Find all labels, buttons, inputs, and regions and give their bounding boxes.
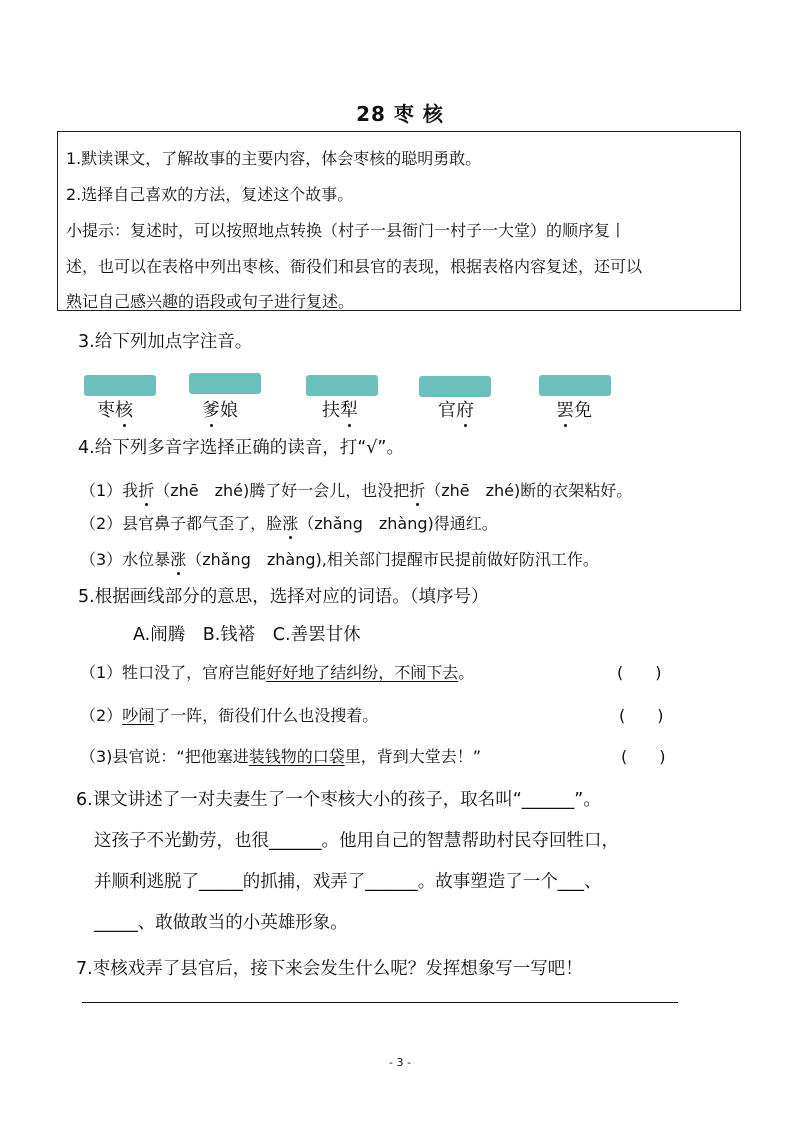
learning-objectives-box	[57, 131, 741, 311]
question-5-item-1: （1）牲口没了，官府岂能好好地了结纠纷，不闹下去。	[80, 663, 475, 682]
word-fuli: 扶犁	[322, 396, 358, 422]
hint-line-2: 述，也可以在表格中列出枣核、衙役们和县官的表现，根据表格内容复述，还可以	[66, 257, 643, 276]
question-4-item-3: （3）水位暴涨（zhǎng zhàng),相关部门提醒市民提前做好防汛工作。	[80, 547, 599, 570]
objective-1: 1.默读课文，了解故事的主要内容，体会枣核的聪明勇敢。	[66, 149, 482, 168]
page-title: 28 枣 核	[356, 102, 444, 126]
question-4-item-2: （2）县官鼻子都气歪了，脸涨（zhǎng zhàng)得通红。	[80, 511, 498, 534]
question-6-line-3: 并顺利逃脱了_____的抓捕，戏弄了______。故事塑造了一个___、	[94, 872, 602, 892]
question-4-item-1: （1）我折（zhē zhé)腾了好一会儿，也没把折（zhē zhé)断的衣架粘好。	[80, 478, 632, 501]
question-4-title: 4.给下列多音字选择正确的读音，打“√”。	[78, 438, 404, 458]
question-6-line-2: 这孩子不光勤劳，也很______。他用自己的智慧帮助村民夺回牲口，	[94, 831, 619, 851]
hint-line-3: 熟记自己感兴趣的语段或句子进行复述。	[66, 292, 355, 311]
pinyin-answer-box-4[interactable]	[419, 376, 491, 397]
answer-paren-3[interactable]: ( )	[621, 747, 666, 766]
pinyin-answer-box-5[interactable]	[539, 375, 611, 396]
objective-2: 2.选择自己喜欢的方法，复述这个故事。	[66, 185, 354, 204]
question-5-item-3: （3)县官说：“把他塞进装钱物的口袋里，背到大堂去！”	[80, 747, 482, 766]
question-7-title: 7.枣核戏弄了县官后，接下来会发生什么呢？发挥想象写一写吧！	[76, 959, 583, 979]
question-5-options: A.闹腾 B.钱褡 C.善罢甘休	[133, 625, 361, 645]
writing-answer-line[interactable]	[82, 1002, 678, 1003]
question-3-title: 3.给下列加点字注音。	[78, 332, 253, 352]
question-5-item-2: （2）吵闹了一阵，衙役们什么也没搜着。	[80, 706, 379, 725]
pinyin-answer-box-2[interactable]	[189, 373, 261, 394]
word-dieniang: 爹娘	[202, 396, 238, 422]
word-guanfu: 官府	[438, 396, 474, 422]
question-5-title: 5.根据画线部分的意思，选择对应的词语。（填序号）	[78, 587, 489, 607]
pinyin-answer-box-3[interactable]	[306, 375, 378, 396]
pinyin-answer-box-1[interactable]	[84, 375, 156, 396]
page-number: - 3 -	[389, 1056, 411, 1069]
answer-paren-2[interactable]: ( )	[619, 706, 664, 725]
word-bamian: 罢免	[556, 396, 592, 422]
question-6-line-1: 6.课文讲述了一对夫妻生了一个枣核大小的孩子，取名叫“______”。	[76, 790, 601, 810]
word-zaohe: 枣核	[97, 396, 133, 422]
hint-line-1: 小提示：复述时，可以按照地点转换（村子一县衙门一村子一大堂）的顺序复丨	[66, 221, 627, 240]
answer-paren-1[interactable]: ( )	[617, 663, 662, 682]
question-6-line-4: _____、敢做敢当的小英雄形象。	[94, 913, 348, 933]
